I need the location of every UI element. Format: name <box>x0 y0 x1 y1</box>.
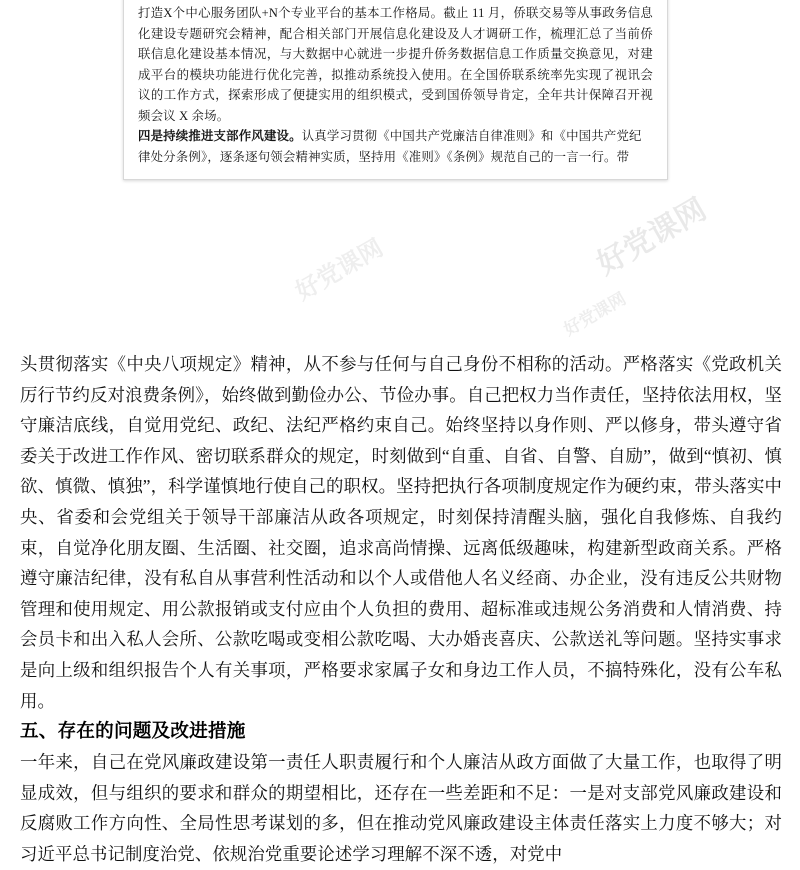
excerpt-paragraph-1: 打造X个中心服务团队+N个专业平台的基本工作格局。截止 11 月，侨联交易等从事政务信息化建设专题研究会精神，配合相关部门开展信息化建设及人才调研工作，梳理汇总了当前侨联信息化建设基本情况，与大数据中心就进一步提升侨务数据信息工作质量交换意见，对建成平台的模块功能进行优化完善，拟推动系统投入使用。在全国侨联系统率先实现了视讯会议的工作方式，探索形成了便捷实用的组织模式，受到国侨领导肯定，全年共计保障召开视频会议 X 余场。 <box>138 6 653 123</box>
watermark-1: 好党课网 <box>591 192 712 282</box>
excerpt-card <box>123 0 668 180</box>
watermark-2: 好党课网 <box>291 235 388 306</box>
body-paragraph-1: 头贯彻落实《中央八项规定》精神，从不参与任何与自己身份不相称的活动。严格落实《党政机关厉行节约反对浪费条例》，始终做到勤俭办公、节俭办事。自己把权力当作责任，坚持依法用权，坚守廉洁底线，自觉用党纪、政纪、法纪严格约束自己。始终坚持以身作则、严以修身，带头遵守省委关于改进工作作风、密切联系群众的规定，时刻做到“自重、自省、自警、自励”，做到“慎初、慎欲、慎微、慎独”，科学谨慎地行使自己的职权。坚持把执行各项制度规定作为硬约束，带头落实中央、省委和会党组关于领导干部廉洁从政各项规定，时刻保持清醒头脑，强化自我修炼、自我约束，自觉净化朋友圈、生活圈、社交圈，追求高尚情操、远离低级趣味，构建新型政商关系。严格遵守廉洁纪律，没有私自从事营利性活动和以个人或借他人名义经商、办企业，没有违反公共财物管理和使用规定、用公款报销或支付应由个人负担的费用、超标准或违规公务消费和人情消费、持会员卡和出入私人会所、公款吃喝或变相公款吃喝、大办婚丧喜庆、公款送礼等问题。坚持实事求是向上级和组织报告个人有关事项，严格要求家属子女和身边工作人员，不搞特殊化，没有公车私用。 <box>20 354 782 711</box>
excerpt-paragraph-2-rest: 认真学习贯彻《中国共产党廉洁自律准则》和《中国共产党纪律处分条例》，逐条逐句领会精神实质，坚持用《准则》《条例》规范自己的一言一行。带 <box>138 129 642 164</box>
watermark-3: 好党课网 <box>560 289 630 340</box>
document-body <box>20 349 782 870</box>
body-paragraph-2: 一年来，自己在党风廉政建设第一责任人职责履行和个人廉洁从政方面做了大量工作，也取得了明显成效，但与组织的要求和群众的期望相比，还存在一些差距和不足：一是对支部党风廉政建设和反腐败工作方向性、全局性思考谋划的多，但在推动党风廉政建设主体责任落实上力度不够大；对习近平总书记制度治党、依规治党重要论述学习理解不深不透，对党中 <box>20 752 782 864</box>
section-heading-five: 五、存在的问题及改进措施 <box>20 721 246 743</box>
excerpt-paragraph-2-bold: 四是持续推进支部作风建设。 <box>138 129 302 143</box>
